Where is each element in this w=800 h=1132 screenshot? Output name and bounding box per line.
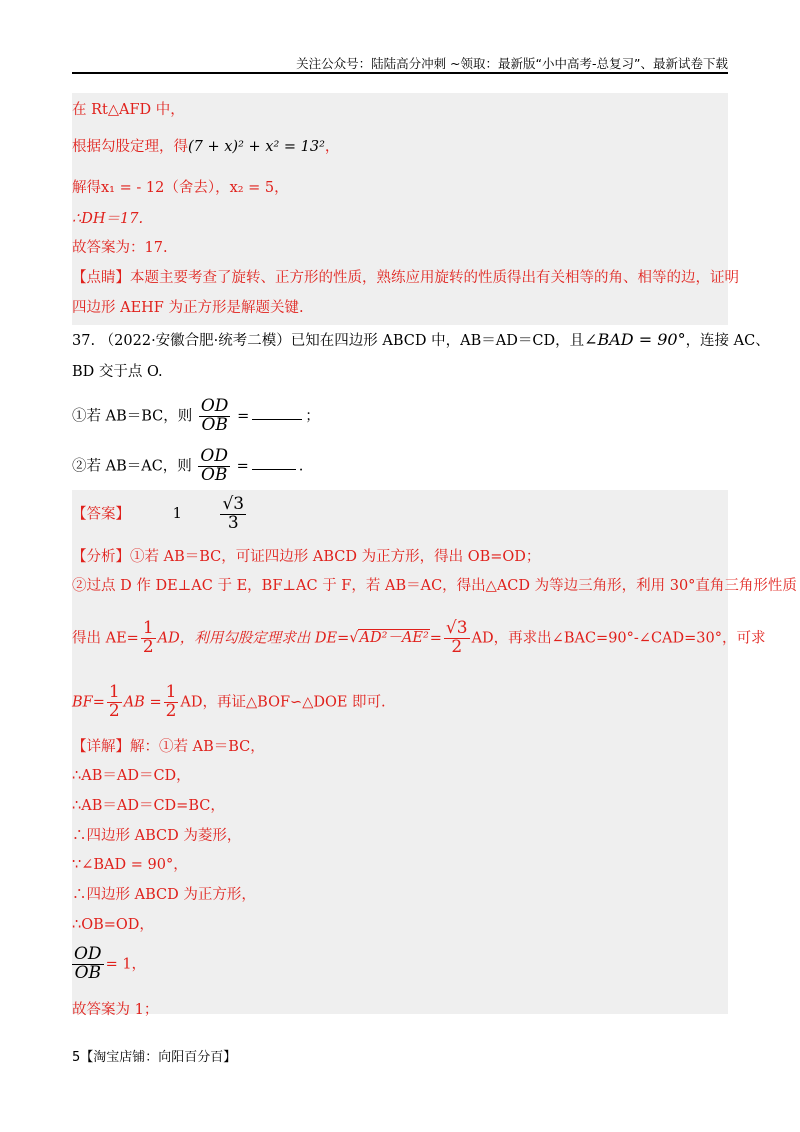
fraction-od-ob	[199, 398, 231, 435]
answer-value-1: 1	[172, 506, 182, 523]
numerator: OD	[200, 446, 228, 466]
denominator: 2	[165, 700, 177, 721]
analysis-text: AD，利用勾股定理求出 DE=	[157, 630, 350, 647]
analysis-line-1	[72, 547, 540, 567]
detail-line-8	[72, 946, 146, 983]
answer-blank-2[interactable]	[252, 469, 296, 470]
detail-line-4: ∴四边形 ABCD 为菱形，	[72, 828, 242, 844]
angle-expression: ∠BAD = 90°	[584, 330, 686, 349]
solution-line-1: 在 Rt△AFD 中，	[72, 102, 185, 118]
analysis-text: AD，再求出∠BAC=90°-∠CAD=30°，可求	[471, 630, 766, 647]
question-item-1	[72, 398, 320, 435]
analysis-line-3	[72, 620, 766, 657]
solution-line-5: 故答案为：17.	[72, 240, 168, 256]
solution-line-3	[72, 178, 289, 198]
answer-line	[72, 496, 248, 533]
solution-text: ，	[324, 139, 340, 155]
fraction-od-ob	[198, 448, 230, 485]
solution-block-top	[72, 93, 728, 325]
denominator: OB	[74, 962, 101, 983]
radicand: AD²－AE²	[359, 630, 429, 647]
detail-tag: 【详解】	[72, 739, 130, 755]
denominator: 3	[227, 512, 239, 533]
question-text: ；	[305, 408, 320, 425]
equals-sign: =	[237, 408, 250, 425]
detail-line-2: ∴AB＝AD＝CD，	[72, 768, 191, 784]
question-text: .	[298, 458, 304, 475]
question-line-2: BD 交于点 O.	[72, 364, 163, 380]
detail-line-3: ∴AB＝AD＝CD=BC，	[72, 798, 225, 814]
analysis-text: AD，再证△BOF∽△DOE 即可.	[180, 694, 386, 711]
numerator: √3	[445, 618, 468, 638]
fraction-half	[141, 620, 156, 657]
detail-line-6: ∴四边形 ABCD 为正方形，	[72, 887, 256, 903]
equals-sign: =	[429, 630, 442, 647]
answer-tag: 【答案】	[72, 506, 130, 523]
numerator: 1	[142, 618, 154, 638]
solution-text: 根据勾股定理，得	[72, 139, 188, 155]
question-text: ①若 AB＝BC，则	[72, 408, 193, 425]
question-text: ②若 AB＝AC，则	[72, 458, 192, 475]
page-header: 关注公众号：陆陆高分冲刺 ~领取：最新版“小中高考-总复习”、最新试卷下载	[296, 56, 728, 71]
denominator: 2	[142, 636, 154, 657]
equation: x₁ = - 12（舍去），x₂ = 5，	[101, 180, 289, 196]
answer-blank-1[interactable]	[252, 419, 302, 420]
solution-line-2	[72, 137, 339, 157]
numerator: OD	[200, 396, 229, 416]
solution-text: 解得	[72, 180, 101, 196]
numerator: OD	[74, 944, 102, 964]
answer-value-2	[220, 496, 246, 533]
detail-text: = 1，	[105, 956, 147, 973]
detail-text: 解：①若 AB＝BC，	[130, 739, 265, 755]
fraction-od-ob	[72, 946, 104, 983]
analysis-text: BF=	[72, 694, 105, 711]
numerator: 1	[165, 682, 177, 702]
radical-sign: √	[349, 630, 359, 647]
comment-line-2: 四边形 AEHF 为正方形是解题关键.	[72, 300, 304, 316]
numerator: √3	[222, 494, 245, 514]
square-root	[349, 626, 430, 650]
detail-line-9: 故答案为 1；	[72, 1002, 159, 1018]
solution-line-4: ∴DH＝17.	[72, 211, 144, 227]
comment-text: 本题主要考查了旋转、正方形的性质，熟练应用旋转的性质得出有关相等的角、相等的边，证明	[130, 270, 739, 286]
fraction-half	[107, 684, 122, 721]
question-text: 37. （2022·安徽合肥·统考二模）已知在四边形 ABCD 中，AB＝AD＝CD，且	[72, 333, 585, 349]
detail-line-5: ∵∠BAD = 90°，	[72, 857, 188, 873]
analysis-line-2: ②过点 D 作 DE⊥AC 于 E，BF⊥AC 于 F，若 AB＝AC，得出△ACD 为等边三角形，利用 30°直角三角形性质	[72, 578, 797, 594]
comment-line-1	[72, 268, 739, 288]
numerator: 1	[108, 682, 120, 702]
detail-line-7: ∴OB=OD，	[72, 917, 154, 933]
denominator: 2	[451, 636, 463, 657]
header-rule	[72, 72, 728, 74]
page-footer: 5【淘宝店铺：向阳百分百】	[72, 1050, 237, 1065]
analysis-tag: 【分析】	[72, 549, 130, 565]
denominator: OB	[201, 414, 228, 435]
analysis-text: 得出 AE=	[72, 630, 139, 647]
equals-sign: =	[236, 458, 249, 475]
question-text: ，连接 AC、	[685, 333, 770, 349]
analysis-text: ①若 AB＝BC，可证四边形 ABCD 为正方形，得出 OB=OD；	[130, 549, 541, 565]
denominator: 2	[108, 700, 120, 721]
detail-line-1	[72, 737, 265, 757]
question-item-2	[72, 448, 303, 485]
fraction-half	[164, 684, 179, 721]
equation: (7 + x)² + x² = 13²	[188, 139, 325, 155]
analysis-text: AB =	[123, 694, 162, 711]
analysis-line-4	[72, 684, 386, 721]
denominator: OB	[200, 464, 228, 485]
comment-tag: 【点睛】	[72, 270, 130, 286]
question-line-1	[72, 330, 770, 351]
fraction-root3-over-2	[444, 620, 470, 657]
